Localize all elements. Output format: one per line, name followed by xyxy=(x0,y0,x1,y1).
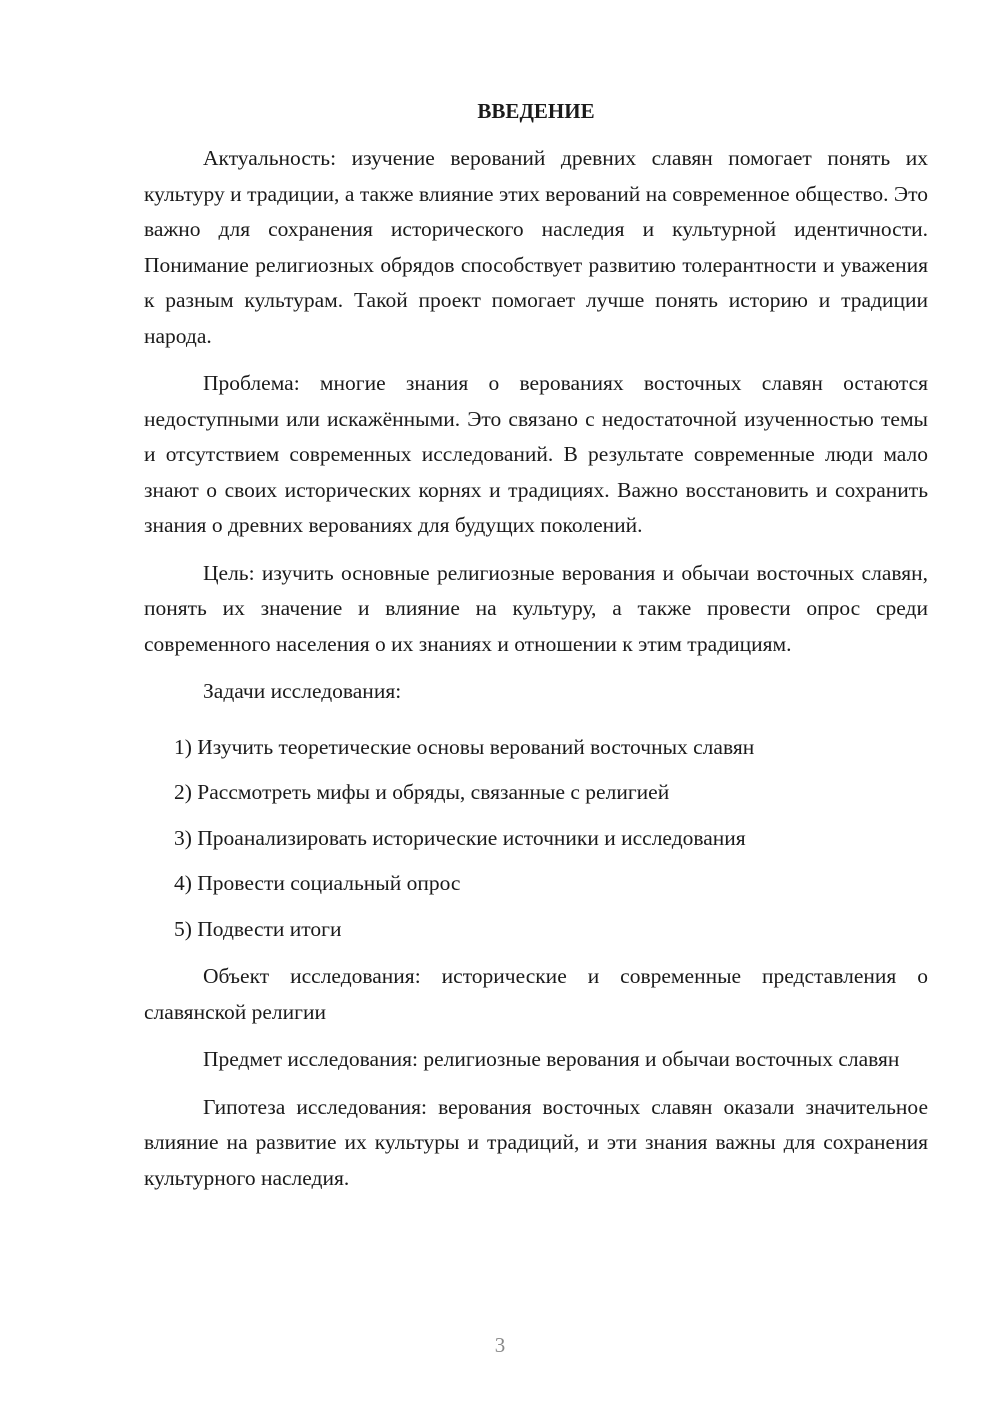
list-item: 5) Подвести итоги xyxy=(174,916,342,941)
paragraph-hypothesis: Гипотеза исследования: верования восточных славян оказали значительное влияние на развитие их культуры и традиций, и эти знания важны для сохранения культурного наследия. xyxy=(144,1094,928,1190)
paragraph-problem: Проблема: многие знания о верованиях восточных славян остаются недоступными или искажёнными. Это связано с недостаточной изученностью темы и отсутствием современных исследований. В результате современные люди мало знают о своих исторических корнях и традициях. Важно восстановить и сохранить знания о древних верованиях для будущих поколений. xyxy=(144,371,928,537)
task-list xyxy=(144,730,928,948)
page-number: 3 xyxy=(494,1333,506,1357)
paragraph-object: Объект исследования: исторические и современные представления о славянской религии xyxy=(144,964,928,1024)
list-item: 4) Провести социальный опрос xyxy=(174,871,461,895)
list-item: 3) Проанализировать исторические источники и исследования xyxy=(174,825,746,850)
paragraph-goal: Цель: изучить основные религиозные верования и обычаи восточных славян, понять их значение и влияние на культуру, а также провести опрос среди современного населения о их знаниях и отношении к этим традициям. xyxy=(144,560,928,656)
paragraph-subject: Предмет исследования: религиозные верования и обычаи восточных славян xyxy=(203,1047,900,1071)
page-content xyxy=(144,94,928,1208)
paragraph-relevance: Актуальность: изучение верований древних славян помогает понять их культуру и традиции, а также влияние этих верований на современное общество. Это важно для сохранения исторического наследия и культурной идентичности. Понимание религиозных обрядов способствует развитию толерантности и уважения к разным культурам. Такой проект помогает лучше понять историю и традиции народа. xyxy=(144,146,928,348)
tasks-heading: Задачи исследования: xyxy=(203,679,402,703)
section-title: ВВЕДЕНИЕ xyxy=(477,99,595,123)
list-item: 1) Изучить теоретические основы верований восточных славян xyxy=(174,734,755,759)
list-item: 2) Рассмотреть мифы и обряды, связанные с религией xyxy=(174,780,670,804)
